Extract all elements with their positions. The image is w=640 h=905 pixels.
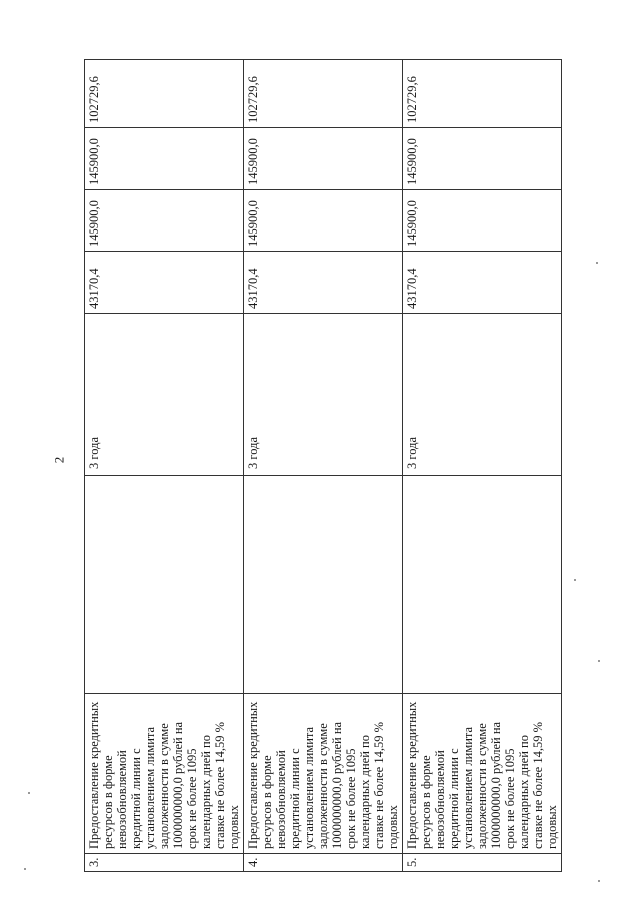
table-row (85, 60, 244, 872)
row-description: Предоставление кредитных ресурсов в форме невозобновляемой кредитной линии с установлением лимита задолженности в сумме 1000000000,0 рублей на срок не более 1095 календарных дней по ставке не более 14,59 % годовых (403, 694, 562, 854)
document-table-rotated (84, 60, 559, 872)
row-description: Предоставление кредитных ресурсов в форме невозобновляемой кредитной линии с установлением лимита задолженности в сумме 1000000000,0 рублей на срок не более 1095 календарных дней по ставке не более 14,59 % годовых (85, 694, 244, 854)
row-blank-cell (244, 476, 403, 694)
row-value-4: 102729,6 (244, 60, 403, 128)
row-term: 3 года (85, 314, 244, 476)
scan-speck (28, 792, 30, 794)
scan-speck (598, 880, 600, 882)
row-value-1: 43170,4 (403, 252, 562, 314)
row-value-1: 43170,4 (244, 252, 403, 314)
row-value-3: 145900,0 (403, 128, 562, 190)
row-number: 4. (244, 854, 403, 872)
row-term: 3 года (244, 314, 403, 476)
row-value-2: 145900,0 (244, 190, 403, 252)
row-value-2: 145900,0 (403, 190, 562, 252)
row-number: 5. (403, 854, 562, 872)
scan-speck (596, 262, 598, 264)
scan-speck (574, 579, 576, 581)
row-blank-cell (85, 476, 244, 694)
row-number: 3. (85, 854, 244, 872)
row-term: 3 года (403, 314, 562, 476)
document-table-wrapper (84, 60, 559, 872)
row-blank-cell (403, 476, 562, 694)
row-value-1: 43170,4 (85, 252, 244, 314)
credit-terms-table (84, 59, 562, 872)
table-row (244, 60, 403, 872)
row-value-2: 145900,0 (85, 190, 244, 252)
row-value-3: 145900,0 (85, 128, 244, 190)
table-row (403, 60, 562, 872)
row-value-4: 102729,6 (85, 60, 244, 128)
row-value-4: 102729,6 (403, 60, 562, 128)
page-number: 2 (51, 456, 67, 464)
row-description: Предоставление кредитных ресурсов в форме невозобновляемой кредитной линии с установлением лимита задолженности в сумме 1000000000,0 рублей на срок не более 1095 календарных дней по ставке не более 14,59 % годовых (244, 694, 403, 854)
row-value-3: 145900,0 (244, 128, 403, 190)
scan-speck (598, 660, 600, 662)
scan-speck (24, 868, 26, 870)
